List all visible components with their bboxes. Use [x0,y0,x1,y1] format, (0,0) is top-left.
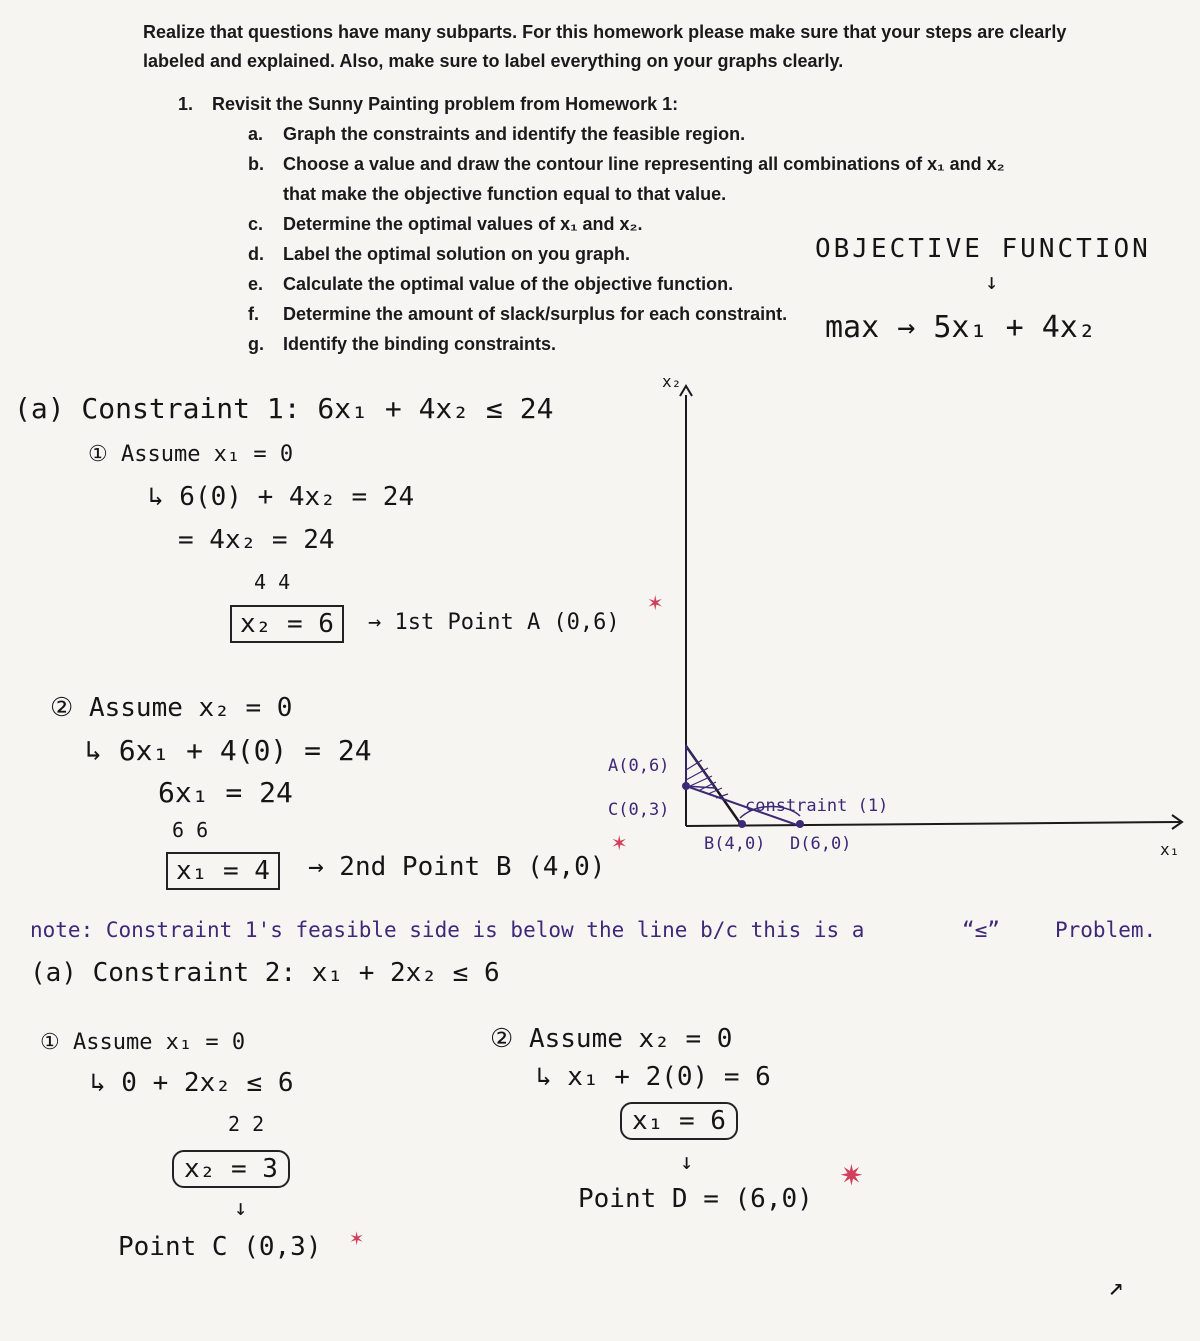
x-axis [686,822,1180,826]
y-axis-arrow-icon [680,386,692,396]
constraint2-result1: x₂ = 3 [172,1150,290,1188]
constraint1-step1: ① Assume x₁ = 0 [88,442,294,467]
question-part-text: Determine the optimal values of x₁ and x₂. [283,214,643,234]
constraint2-divisors: 2 2 [228,1112,265,1136]
objective-heading: OBJECTIVE FUNCTION [815,234,1151,264]
constraint1-point-b: → 2nd Point B (4,0) [308,852,606,882]
constraint2-arrow1: ↓ [234,1196,248,1221]
constraint1-divisors2: 6 6 [172,818,209,842]
question-part-letter: a. [248,124,264,144]
constraint2-eq2: ↳ x₁ + 2(0) = 6 [536,1062,771,1092]
question-part-text: Calculate the optimal value of the objective function. [283,274,734,294]
graph-label-c: C(0,3) [608,800,670,820]
question-part-letter: b. [248,154,264,174]
question-part-text: Identify the binding constraints. [283,334,557,354]
question-part-text: Determine the amount of slack/surplus for each constraint. [283,304,788,324]
question-part-letter: g. [248,334,264,354]
constraint1-point-a: → 1st Point A (0,6) [368,610,620,635]
constraint2-point-c: Point C (0,3) [118,1232,322,1262]
graph-label-b: B(4,0) [704,834,766,854]
constraint1-eq3: ↳ 6x₁ + 4(0) = 24 [85,734,372,767]
constraint2-point-d: Point D = (6,0) [578,1184,813,1214]
question-part-letter: c. [248,214,264,234]
question-part-text: Label the optimal solution on you graph. [283,244,631,264]
question-number: 1. [178,94,194,114]
x-axis-label: x₁ [1160,840,1180,859]
feasible-region-hatch [686,760,728,798]
constraint2-step2: ② Assume x₂ = 0 [490,1024,733,1054]
question-part-letter: f. [248,304,259,324]
star-icon: ✶ [648,588,663,616]
star-icon: ✶ [350,1226,364,1251]
constraint1-result1: x₂ = 6 [230,605,344,643]
constraint1-step2: ② Assume x₂ = 0 [50,693,293,723]
star-icon: ✶ [612,828,627,856]
objective-arrow: ↓ [985,270,999,295]
constraint2-result2: x₁ = 6 [620,1102,738,1140]
y-axis-label: x₂ [662,372,682,391]
intro-text: Realize that questions have many subparts. For this homework please make sure that your steps are clearly labeled and explained. Also, make sure to label everything on your graphs clearly. [143,22,1067,71]
graph-label-a: A(0,6) [608,756,670,776]
question-part-letter: d. [248,244,264,264]
point-b-marker [738,820,746,828]
question-title: Revisit the Sunny Painting problem from Homework 1: [212,94,679,114]
constraint1-divisors: 4 4 [254,570,291,594]
constraint1-eq2: = 4x₂ = 24 [178,525,335,555]
objective-expression: max → 5x₁ + 4x₂ [825,310,1096,345]
question-part-letter: e. [248,274,264,294]
constraint1-result2: x₁ = 4 [166,852,280,890]
constraint1-eq1: ↳ 6(0) + 4x₂ = 24 [148,482,415,512]
question-part-text: Choose a value and draw the contour line representing all combinations of x₁ and x₂ [283,154,1005,174]
note-sign: “≤” [962,918,1000,942]
constraint2-step1: ① Assume x₁ = 0 [40,1030,246,1055]
constraint1-heading: (a) Constraint 1: 6x₁ + 4x₂ ≤ 24 [14,392,554,425]
scribbled-star-icon: ✷ [840,1150,863,1194]
next-page-arrow-icon: ↗ [1108,1272,1124,1302]
point-c-marker [682,782,690,790]
question-part-text: Graph the constraints and identify the feasible region. [283,124,746,144]
point-d-marker [796,820,804,828]
constraint2-eq1: ↳ 0 + 2x₂ ≤ 6 [90,1068,294,1098]
note-end: Problem. [1055,918,1157,942]
graph-label-d: D(6,0) [790,834,852,854]
question-part-text: that make the objective function equal to that value. [283,184,727,204]
graph-label-constraint: constraint (1) [745,796,889,816]
constraint2-heading: (a) Constraint 2: x₁ + 2x₂ ≤ 6 [30,958,500,988]
constraint2-arrow2: ↓ [680,1150,694,1175]
constraint1-eq4: 6x₁ = 24 [158,776,293,809]
note-text: note: Constraint 1's feasible side is below the line b/c this is a [30,918,865,942]
